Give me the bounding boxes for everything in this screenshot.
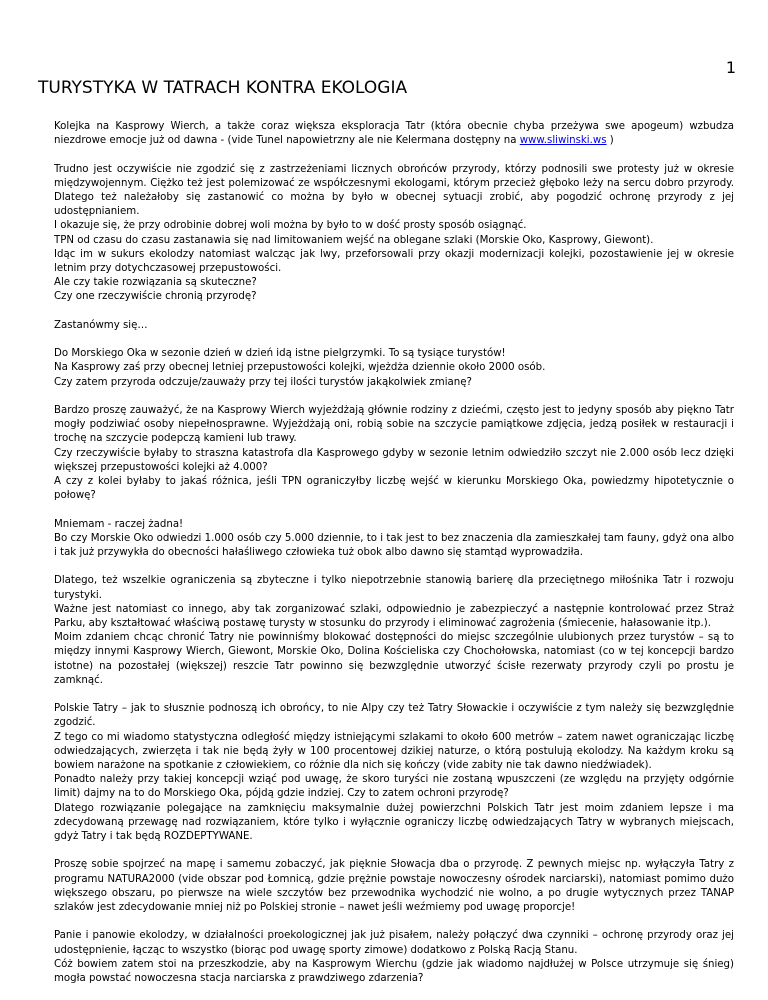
paragraph-line: Trudno jest oczywiście nie zgodzić się z zastrzeżeniami licznych obrońców przyrody, którzy podnosili swe protesty już w okresie międzywojennym. Ciężko też jest polemizować ze współczesnymi ekologami, którym przecież głęboko leży na sercu dobro przyrody. Dlatego też należałoby się zastanowić co można by było w obecnej sytuacji zrobić, aby pogodzić ochronę przyrody z jej udostępnianiem. bbox=[54, 163, 734, 218]
paragraph-line: Czy zatem przyroda odczuje/zauważy przy tej ilości turystów jakąkolwiek zmianę? bbox=[54, 376, 472, 388]
paragraph-line: Proszę sobie spojrzeć na mapę i samemu zobaczyć, jak pięknie Słowacja dba o przyrodę. Z pewnych miejsc np. wyłączyła Tatry z programu NATURA2000 (vide obszar pod Łomnicą, gdzie prężnie powstaje nowoczesny ośrodek narciarski), natomiast pomimo dużo większego obszaru, po pierwsze na wiele szczytów bez przewodnika wychodzić nie wolno, a po drugie wytycznych przez TANAP szlaków jest zdecydowanie mniej niż po Polskiej stronie – nawet jeśli weźmiemy pod uwagę proporcje! bbox=[54, 859, 734, 914]
document-title: TURYSTYKA W TATRACH KONTRA EKOLOGIA bbox=[38, 78, 408, 98]
paragraph-line: Ponadto należy przy takiej koncepcji wziąć pod uwagę, że skoro turyści nie zostaną wpuszczeni (ze względu na przyjęty odgórnie limit) dajmy na to do Morskiego Oka, pójdą gdzie indziej. Czy to zatem ochroni przyrodę? bbox=[54, 774, 734, 800]
paragraph-p9 bbox=[54, 858, 734, 915]
paragraph-line: A czy z kolei byłaby to jakaś różnica, jeśli TPN ograniczyłby liczbę wejść w kierunku Morskiego Oka, powiedzmy hipotetycznie o połowę? bbox=[54, 476, 734, 502]
paragraph-list bbox=[54, 163, 734, 987]
paragraph-p2 bbox=[54, 163, 734, 305]
paragraph-intro bbox=[54, 120, 734, 148]
paragraph-line: Ważne jest natomiast co innego, aby tak zorganizować szlaki, odpowiednio je zabezpieczyć a następnie kontrolować przez Straż Parku, aby kształtować właściwą postawę turysty w stosunku do przyrody i eliminować zagrożenia (śmiecenie, hałasowanie itp.). bbox=[54, 603, 734, 630]
document-body bbox=[54, 120, 734, 1000]
paragraph-line: Czy one rzeczywiście chronią przyrodę? bbox=[54, 291, 257, 303]
paragraph-line: Polskie Tatry – jak to słusznie podnoszą ich obrońcy, to nie Alpy czy też Tatry Słowackie i oczywiście z tym należy się bezwzględnie zgodzić. bbox=[54, 703, 734, 729]
paragraph-line: Idąc im w sukurs ekolodzy natomiast walcząc jak lwy, przeforsowali przy okazji modernizacji kolejki, pozostawienie jej w okresie letnim przy dotychczasowej przepustowości. bbox=[54, 248, 734, 275]
page-number: 1 bbox=[725, 58, 736, 77]
sliwinski-link[interactable]: www.sliwinski.ws bbox=[519, 135, 607, 147]
paragraph-line: Na Kasprowy zaś przy obecnej letniej przepustowości kolejki, wjeżdża dziennie około 2000 osób. bbox=[54, 362, 546, 374]
paragraph-line: Panie i panowie ekolodzy, w działalności proekologicznej jak już pisałem, należy połączyć dwa czynniki – ochronę przyrody oraz jej udostępnienie, łącząc to wszystko (biorąc pod uwagę sporty zimowe) dodatkowo z Polską Racją Stanu. bbox=[54, 930, 734, 956]
paragraph-p4 bbox=[54, 347, 734, 390]
intro-text-end: ) bbox=[606, 135, 614, 147]
paragraph-p10 bbox=[54, 929, 734, 986]
paragraph-line: Mniemam - raczej żadna! bbox=[54, 518, 184, 530]
paragraph-line: Dlatego, też wszelkie ograniczenia są zbyteczne i tylko niepotrzebnie stanowią barierę dla przeciętnego miłośnika Tatr i rozwoju turystyki. bbox=[54, 575, 734, 601]
paragraph-p5 bbox=[54, 404, 734, 503]
paragraph-line: Moim zdaniem chcąc chronić Tatry nie powinniśmy blokować dostępności do miejsc szczególnie ulubionych przez turystów – są to między innymi Kasprowy Wierch, Giewont, Morskie Oko, Dolina Kościeliska czy Chochołowska, natomiast (co w tej koncepcji bardzo istotne) na pozostałej (większej) reszcie Tatr powinno się bezwzględnie utworzyć ścisłe rezerwaty przyrody czyli po prostu je zamknąć. bbox=[54, 632, 734, 686]
paragraph-line: Do Morskiego Oka w sezonie dzień w dzień idą istne pielgrzymki. To są tysiące turystów! bbox=[54, 348, 506, 360]
paragraph-line: Czy rzeczywiście byłaby to straszna katastrofa dla Kasprowego gdyby w sezonie letnim odwiedziło szczyt nie 2.000 osób lecz dzięki większej przepustowości kolejki aż 4.000? bbox=[54, 447, 734, 473]
paragraph-line: Bo czy Morskie Oko odwiedzi 1.000 osób czy 5.000 dziennie, to i tak jest to bez znaczenia dla zamieszkałej tam fauny, gdyż ona albo i tak już przywykła do obecności hałaśliwego człowieka tuż obok albo dawno się stamtąd wyprowadziła. bbox=[54, 532, 734, 559]
paragraph-line: Z tego co mi wiadomo statystyczna odległość między istniejącymi szlakami to około 600 metrów – zatem nawet ograniczając liczbę odwiedzających, zwierzęta i tak nie będą żyły w 100 procentowej dzikiej naturze, o którą postulują ekolodzy. Na każdym kroku są bowiem narażone na spotkanie z człowiekiem, co różnie dla nich się kończy (vide zabity nie tak dawno niedźwiadek). bbox=[54, 731, 734, 772]
paragraph-line: I okazuje się, że przy odrobinie dobrej woli można by było to w dość prosty sposób osiągnąć. bbox=[54, 220, 527, 232]
paragraph-line: Cóż bowiem zatem stoi na przeszkodzie, aby na Kasprowym Wierchu (gdzie jak wiadomo najdłużej w Polsce utrzymuje się śnieg) mogła powstać nowoczesna stacja narciarska z prawdziwego zdarzenia? bbox=[54, 958, 734, 985]
paragraph-line: Dlatego rozwiązanie polegające na zamknięciu maksymalnie dużej powierzchni Polskich Tatr jest moim zdaniem lepsze i ma zdecydowaną przewagę nad rozwiązaniem, które tylko i wyłącznie ograniczy liczbę odwiedzających Tatry w wybranych miejscach, gdyż Tatry i tak będą ROZDEPTYWANE. bbox=[54, 802, 734, 843]
paragraph-p6 bbox=[54, 518, 734, 561]
paragraph-line: Ale czy takie rozwiązania są skuteczne? bbox=[54, 277, 257, 289]
paragraph-line: TPN od czasu do czasu zastanawia się nad limitowaniem wejść na oblegane szlaki (Morskie Oko, Kasprowy, Giewont). bbox=[54, 234, 654, 246]
paragraph-p8 bbox=[54, 702, 734, 844]
paragraph-line: Zastanówmy się… bbox=[54, 319, 148, 331]
paragraph-p7 bbox=[54, 574, 734, 688]
intro-text: Kolejka na Kasprowy Wierch, a także coraz większa eksploracja Tatr (która obecnie chyba przeżywa swe apogeum) wzbudza niezdrowe emocje już od dawna - (vide Tunel napowietrzny ale nie Kelermana dostępny na bbox=[54, 121, 734, 147]
paragraph-p3 bbox=[54, 319, 734, 333]
paragraph-line: Bardzo proszę zauważyć, że na Kasprowy Wierch wyjeżdżają głównie rodziny z dziećmi, często jest to jedyny sposób aby piękno Tatr mogły podziwiać osoby niepełnosprawne. Wyjeżdżają oni, robią sobie na szczycie pamiątkowe zdjęcia, jedzą posiłek w restauracji i trochę na szczycie podepczą kamieni lub trawy. bbox=[54, 405, 734, 445]
